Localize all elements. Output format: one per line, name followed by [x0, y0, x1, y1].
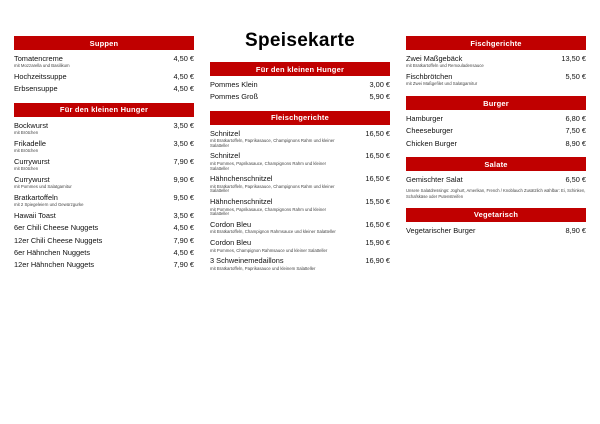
menu-item-main	[14, 85, 62, 93]
menu-item-price: 15,90 €	[365, 238, 390, 248]
menu-item-name: 12er Hähnchen Nuggets	[14, 260, 95, 270]
menu-item-main	[406, 55, 488, 69]
menu-item-description: mit Brötchen	[14, 148, 39, 154]
menu-item	[14, 140, 194, 154]
menu-item-main	[14, 140, 50, 154]
menu-item-name: Chicken Burger	[406, 138, 457, 148]
menu-item-description: mit Pommes, Paprikasauce, Champignons Rahm und kleiner Salatteller	[210, 206, 327, 217]
section-heading: Salate	[406, 157, 586, 171]
menu-item	[406, 73, 586, 87]
menu-item	[210, 239, 390, 253]
menu-item-main	[14, 55, 74, 69]
menu-section	[406, 36, 586, 87]
menu-item-description: mit 2 Spiegeleiern und Gewürzgurke	[14, 202, 84, 208]
menu-item-price: 16,50 €	[365, 220, 390, 230]
menu-item-description: mit Bratkartoffeln, Champignon Rahmsauce und kleiner Salatteller	[210, 229, 336, 235]
menu-item-main	[14, 261, 98, 269]
menu-item-name: Currywurst	[14, 174, 50, 184]
menu-item-main	[14, 249, 94, 257]
menu-column-left	[14, 36, 194, 279]
menu-item-description: mit Bratkartoffeln, Paprikasauce, Champignons Rahm und kleiner Salatteller	[210, 183, 335, 194]
menu-item-price: 9,90 €	[173, 174, 194, 184]
menu-item-main	[406, 227, 479, 235]
menu-item-price: 3,50 €	[173, 138, 194, 148]
menu-item	[406, 115, 586, 123]
section-heading: Für den kleinen Hunger	[14, 103, 194, 117]
menu-item-name: Currywurst	[14, 156, 50, 166]
menu-item	[14, 261, 194, 269]
menu-item	[210, 221, 390, 235]
menu-item-name: 6er Chili Cheese Nuggets	[14, 223, 99, 233]
menu-item-main	[210, 152, 342, 171]
menu-item-price: 6,80 €	[565, 114, 586, 124]
menu-item-main	[14, 176, 76, 190]
menu-item-main	[406, 115, 447, 123]
menu-item-price: 4,50 €	[173, 223, 194, 233]
menu-section	[210, 62, 390, 102]
menu-item-name: Gemischter Salat	[406, 175, 463, 185]
menu-item-main	[210, 198, 342, 217]
menu-item	[14, 212, 194, 220]
section-heading: Fleischgerichte	[210, 111, 390, 125]
menu-item-price: 16,50 €	[365, 128, 390, 138]
menu-column-mid	[210, 62, 390, 280]
menu-item-description: mit Brötchen	[14, 166, 39, 172]
menu-item	[406, 140, 586, 148]
menu-item-name: Tomatencreme	[14, 54, 63, 63]
menu-item	[210, 81, 390, 89]
menu-item	[14, 85, 194, 93]
menu-item	[210, 93, 390, 101]
menu-item-name: Hawaii Toast	[14, 211, 56, 221]
section-heading: Burger	[406, 96, 586, 110]
section-heading: Fischgerichte	[406, 36, 586, 50]
menu-item-main	[210, 175, 342, 194]
menu-item-main	[14, 212, 60, 220]
menu-item-main	[406, 140, 461, 148]
menu-item-main	[14, 122, 52, 136]
menu-item-main	[210, 81, 262, 89]
menu-item-price: 7,50 €	[565, 126, 586, 136]
page-title: Speisekarte	[245, 30, 355, 51]
menu-item-price: 4,50 €	[173, 72, 194, 82]
menu-item	[406, 55, 586, 69]
section-footnote: Unsere Salatdressings: Joghurt, Amerikan, French / Knoblauch Zusätzlich wählbar: Ei, Schinken, Schafskäse oder Putenstreifen	[406, 188, 586, 199]
menu-item-name: Hähnchenschnitzel	[210, 197, 273, 207]
menu-section	[406, 96, 586, 148]
menu-item-description: mit Pommes, Paprikasauce, Champignons Rahm und kleiner Salatteller	[210, 160, 327, 171]
menu-item-main	[14, 224, 102, 232]
menu-item-main	[14, 73, 71, 81]
menu-item	[14, 158, 194, 172]
menu-item-name: Bratkartoffeln	[14, 193, 58, 203]
menu-item	[210, 130, 390, 149]
menu-item-name: Cordon Bleu	[210, 220, 252, 230]
menu-item	[14, 194, 194, 208]
menu-item-price: 7,90 €	[173, 156, 194, 166]
menu-item-price: 4,50 €	[173, 84, 194, 94]
menu-item-main	[406, 176, 467, 184]
menu-item-price: 16,50 €	[365, 151, 390, 161]
menu-item-main	[210, 257, 320, 271]
menu-item-price: 16,90 €	[365, 256, 390, 266]
menu-item-price: 6,50 €	[565, 175, 586, 185]
menu-item-price: 3,00 €	[369, 80, 390, 89]
menu-item	[210, 257, 390, 271]
menu-item-main	[210, 93, 262, 101]
menu-item-name: Vegetarischer Burger	[406, 225, 476, 235]
menu-item-description: mit Zwei Maßgefilet und Salatgarnitur	[406, 81, 478, 87]
menu-item-name: Bockwurst	[14, 120, 49, 130]
menu-item	[14, 224, 194, 232]
menu-section	[406, 208, 586, 235]
menu-section	[406, 157, 586, 199]
menu-item-price: 5,50 €	[565, 72, 586, 82]
menu-item	[210, 175, 390, 194]
menu-item-description: mit Bratkartoffeln und Remouladensauce	[406, 63, 484, 69]
menu-item-name: Erbsensuppe	[14, 84, 58, 94]
menu-item-price: 3,50 €	[173, 211, 194, 221]
menu-item-price: 8,90 €	[565, 138, 586, 148]
section-heading: Für den kleinen Hunger	[210, 62, 390, 76]
menu-item-name: Cordon Bleu	[210, 238, 252, 248]
menu-item	[14, 55, 194, 69]
menu-item	[210, 198, 390, 217]
menu-item-main	[14, 237, 106, 245]
menu-item-main	[406, 127, 457, 135]
menu-item-name: Hähnchenschnitzel	[210, 174, 273, 184]
menu-item-main	[210, 239, 331, 253]
menu-item-description: mit Mozzarella und Basilikum	[14, 63, 70, 69]
menu-column-right	[406, 36, 586, 244]
menu-item-price: 13,50 €	[561, 54, 586, 63]
menu-section	[14, 103, 194, 270]
menu-item-description: mit Bratkartoffeln, Paprikasauce und kleinem Salatteller	[210, 265, 316, 271]
section-heading: Suppen	[14, 36, 194, 50]
menu-item-main	[210, 130, 342, 149]
menu-item-name: 12er Chili Cheese Nuggets	[14, 235, 103, 245]
menu-item	[406, 176, 586, 184]
menu-item	[14, 237, 194, 245]
menu-item-price: 3,50 €	[173, 120, 194, 130]
menu-item-main	[210, 221, 340, 235]
menu-item-description: mit Bratkartoffeln, Paprikasauce, Champignons Rahm und kleiner Salatteller	[210, 137, 335, 148]
menu-item-name: Schnitzel	[210, 151, 240, 161]
menu-item	[406, 227, 586, 235]
menu-item-description: mit Pommes und Salatgarnitur	[14, 184, 72, 190]
menu-item	[14, 176, 194, 190]
menu-section	[210, 111, 390, 272]
menu-item-description: mit Pommes, Champignon Rahmsauce und kleiner Salatteller	[210, 247, 328, 253]
menu-item-main	[14, 194, 88, 208]
menu-item-price: 8,90 €	[565, 225, 586, 235]
menu-item-name: Hamburger	[406, 114, 443, 124]
menu-item-name: Pommes Groß	[210, 92, 259, 102]
menu-item-name: Schnitzel	[210, 128, 240, 138]
menu-item	[14, 73, 194, 81]
section-heading: Vegetarisch	[406, 208, 586, 222]
menu-item-name: Hochzeitssuppe	[14, 72, 67, 82]
menu-item-price: 4,50 €	[173, 54, 194, 63]
menu-item-description: mit Brötchen	[14, 129, 39, 135]
menu-item-price: 7,90 €	[173, 235, 194, 245]
menu-item-price: 4,50 €	[173, 247, 194, 257]
menu-item-name: Fischbrötchen	[406, 72, 453, 82]
menu-item-name: Pommes Klein	[210, 80, 258, 89]
menu-item	[406, 127, 586, 135]
menu-item	[14, 122, 194, 136]
menu-item	[14, 249, 194, 257]
menu-item-name: Cheeseburger	[406, 126, 453, 136]
menu-item-price: 9,50 €	[173, 193, 194, 203]
menu-item-price: 7,90 €	[173, 260, 194, 270]
menu-item-name: Frikadelle	[14, 138, 47, 148]
menu-item-main	[14, 158, 54, 172]
menu-item-price: 15,50 €	[365, 197, 390, 207]
menu-section	[14, 36, 194, 94]
menu-item-name: 3 Schweinemedaillons	[210, 256, 284, 266]
menu-item-price: 16,50 €	[365, 174, 390, 184]
menu-item-name: Zwei Maßgebäck	[406, 54, 463, 63]
menu-item	[210, 152, 390, 171]
menu-item-name: 6er Hähnchen Nuggets	[14, 247, 91, 257]
menu-item-main	[406, 73, 481, 87]
menu-item-price: 5,90 €	[369, 92, 390, 102]
